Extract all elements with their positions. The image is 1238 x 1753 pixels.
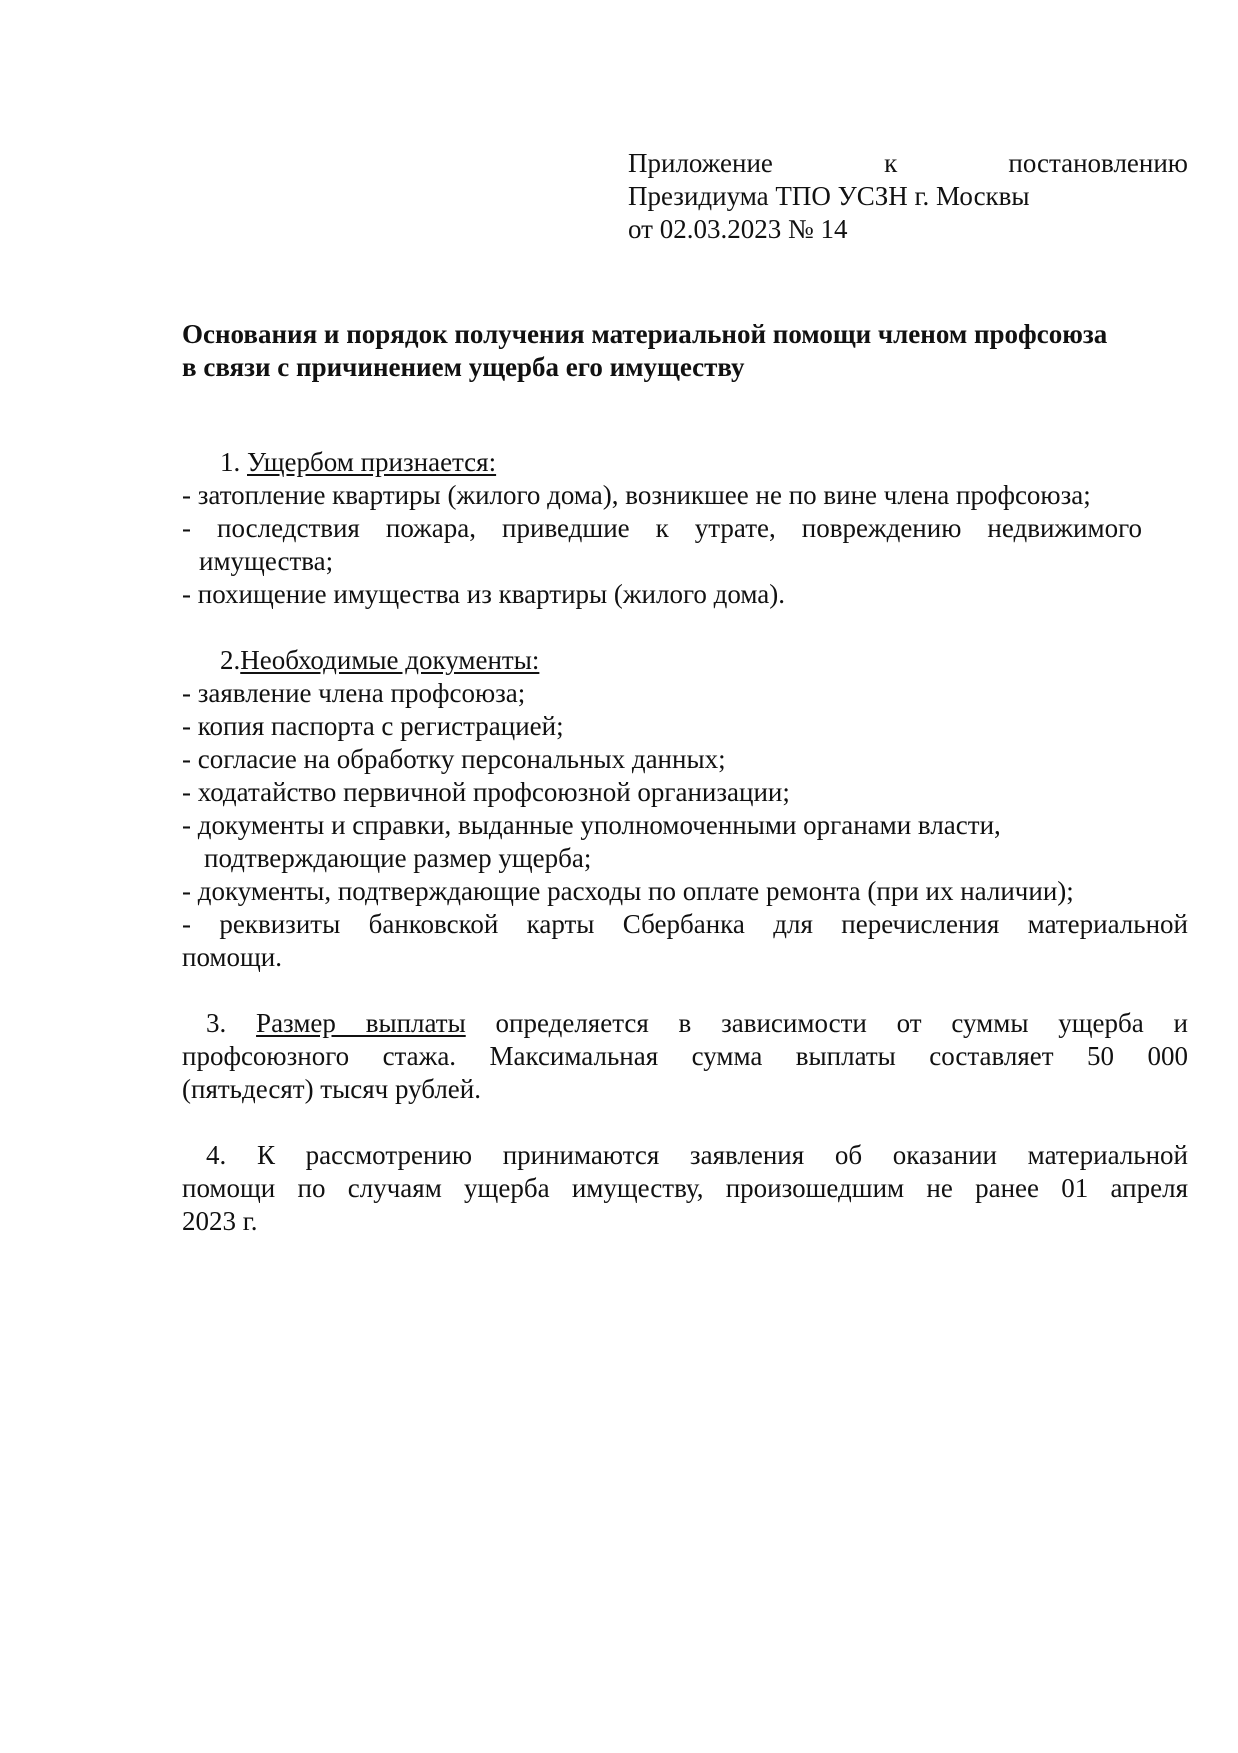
list-item: - согласие на обработку персональных данных; [182,744,726,774]
section-2-heading [182,644,1188,677]
appendix-word: постановлению [1008,148,1188,178]
section-4-line-1: 4. К рассмотрению принимаются заявления об оказании материальной [206,1140,1188,1170]
appendix-word: к [884,148,898,178]
list-item-continuation: подтверждающие размер ущерба; [204,843,592,873]
spacer [182,1106,1188,1139]
appendix-line-2: Президиума ТПО УСЗН г. Москвы [628,181,1030,211]
list-item: - похищение имущества из квартиры (жилого дома). [182,579,785,609]
document-body [182,446,1188,1238]
appendix-header [628,147,1188,246]
list-item: - затопление квартиры (жилого дома), возникшее не по вине члена профсоюза; [182,480,1091,510]
appendix-word: Приложение [628,148,773,178]
section-3-line-1 [182,1007,1188,1040]
section-heading-text: Необходимые документы: [240,645,540,675]
section-3-line-2: профсоюзного стажа. Максимальная сумма выплаты составляет 50 000 [182,1041,1188,1071]
list-item: - документы и справки, выданные уполномоченными органами власти, [182,810,1001,840]
appendix-line-3: от 02.03.2023 № 14 [628,214,848,244]
document-title [182,318,1192,384]
section-3-line-3: (пятьдесят) тысяч рублей. [182,1074,481,1104]
spacer [182,974,1188,1007]
section-text: определяется в зависимости от суммы ущерба и [465,1008,1188,1038]
appendix-line-1 [628,147,1188,180]
section-heading-text: Ущербом признается: [247,447,497,477]
section-4-line-2: помощи по случаям ущерба имуществу, произошедшим не ранее 01 апреля [182,1173,1188,1203]
title-line-1: Основания и порядок получения материальной помощи членом профсоюза [182,319,1108,349]
section-4-line-3: 2023 г. [182,1206,258,1236]
list-item-continuation: помощи. [182,942,283,972]
list-item: - копия паспорта с регистрацией; [182,711,564,741]
spacer [182,611,1188,644]
section-number: 3. [206,1008,257,1038]
list-item: - ходатайство первичной профсоюзной организации; [182,777,790,807]
section-number: 2. [220,645,241,675]
list-item: - реквизиты банковской карты Сбербанка для перечисления материальной [182,909,1188,939]
section-number: 1. [220,447,247,477]
list-item: - последствия пожара, приведшие к утрате, повреждению недвижимого [182,513,1142,543]
list-item: - документы, подтверждающие расходы по оплате ремонта (при их наличии); [182,876,1074,906]
list-item: - заявление члена профсоюза; [182,678,526,708]
section-1-heading [182,446,1188,479]
title-line-2: в связи с причинением ущерба его имуществу [182,352,745,382]
list-item-continuation: имущества; [199,546,334,576]
section-heading-text: Размер выплаты [256,1008,466,1038]
